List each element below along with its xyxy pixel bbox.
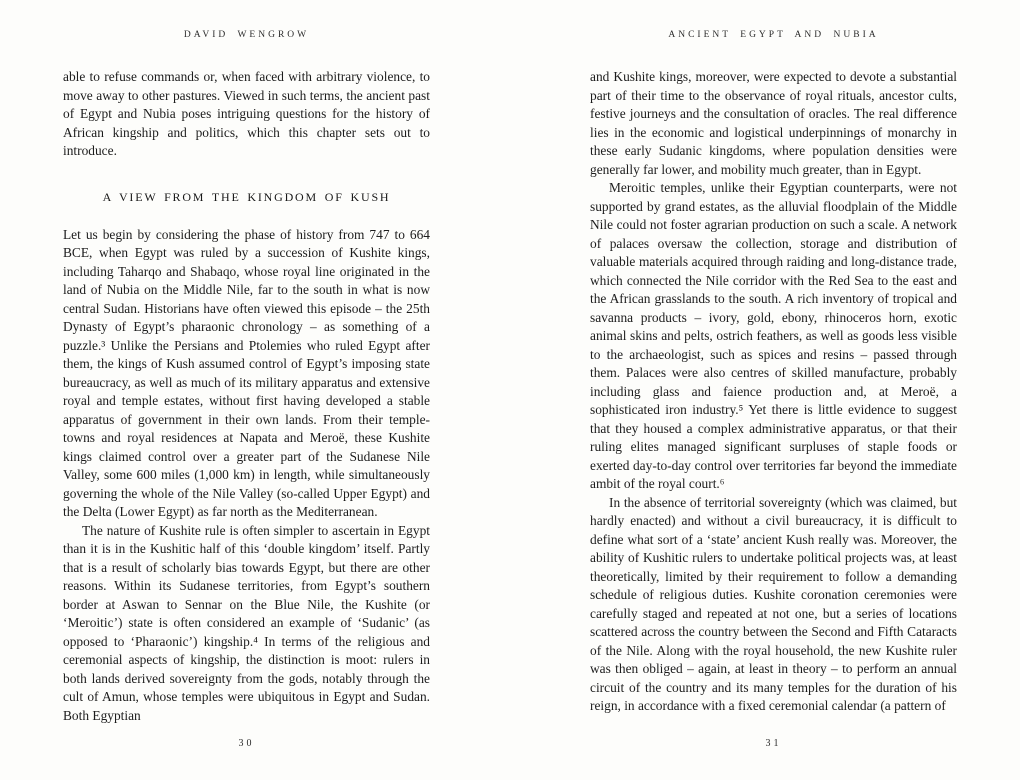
paragraph: Let us begin by considering the phase of history from 747 to 664 BCE, when Egypt was ruled by a succession of Kushite kings, including Taharqo and Shabaqo, whose royal line originated in the land of Nubia on the Middle Nile, far to the south in what is now central Sudan. Historians have often viewed this episode – the 25th Dynasty of Egypt’s pharaonic chronology – as something of a puzzle.³ Unlike the Persians and Ptolemies who ruled Egypt after them, the kings of Kush assumed control of Egypt’s imposing state bureaucracy, as well as much of its military apparatus and extensive royal and temple estates, without first having developed a stable apparatus of government in their own lands. From their temple-towns and royal residences at Napata and Meroë, these Kushite kings claimed control over a greater part of the Sudanese Nile Valley, some 600 miles (1,000 km) in length, while simultaneously governing the whole of the Nile Valley (so-called Upper Egypt) and the Delta (Lower Egypt) as far north as the Mediterranean.: [63, 226, 430, 519]
paragraph: The nature of Kushite rule is often simpler to ascertain in Egypt than it is in the Kushitic half of this ‘double kingdom’ itself. Partly that is a result of scholarly bias towards Egypt, but there are other reasons. Within its Sudanese territories, from Egypt’s southern border at Aswan to Sennar on the Blue Nile, the Kushite (or ‘Meroitic’) state is often considered an example of ‘Sudanic’ (as opposed to ‘Pharaonic’) kingship.⁴ In terms of the religious and ceremonial aspects of kingship, the distinction is moot: rulers in both lands derived sovereignty from the gods, notably through the cult of Amun, whose temples were ubiquitous in Egypt and Sudan. Both Egyptian: [63, 522, 430, 723]
paragraph: Meroitic temples, unlike their Egyptian counterparts, were not supported by grand estates, as the alluvial floodplain of the Middle Nile could not foster agrarian production on such a scale. A network of palaces oversaw the collection, storage and distribution of valuable materials acquired through raiding and long-distance trade, which connected the Nile corridor with the Red Sea to the east and the African grasslands to the south. A rich inventory of tropical and savanna products – ivory, gold, ebony, rhinoceros horn, exotic animal skins and pelts, ostrich feathers, as well as goods less visible to the archaeologist, such as spices and resins – passed through them. Palaces were also centres of skilled manufacture, probably including glass and faience production and, at Meroë, a sophisticated iron industry.⁵ Yet there is little evidence to suggest that they housed a complex administrative apparatus, or that their ruling elites managed significant surpluses of staple foods or exerted day-to-day control over territories far beyond the immediate ambit of the royal court.⁶: [590, 180, 957, 491]
left-page-text-block: [63, 30, 430, 725]
right-page: [510, 0, 1020, 780]
running-header-title: ANCIENT EGYPT AND NUBIA: [668, 30, 879, 40]
running-header-author: DAVID WENGROW: [183, 30, 310, 40]
paragraph-continuation: and Kushite kings, moreover, were expected to devote a substantial part of their time to the observance of royal rituals, ancestor cults, festive journeys and the consultation of oracles. The real difference lies in the economic and logistical underpinnings of monarchy in these early Sudanic kingdoms, where population densities were generally far lower, and mobility much greater, than in Egypt.: [590, 69, 957, 177]
section-heading: A VIEW FROM THE KINGDOM OF KUSH: [102, 189, 391, 204]
paragraph: In the absence of territorial sovereignty (which was claimed, but hardly enacted) and without a civil bureaucracy, it is difficult to define what sort of a ‘state’ ancient Kush really was. Moreover, the ability of Kushitic rulers to undertake political projects was, at least theoretically, limited by their requirement to follow a demanding schedule of religious duties. Kushite coronation ceremonies were carefully staged and repeated at not one, but a series of locations scattered across the country between the Second and Fifth Cataracts of the Nile. Along with the royal household, the new Kushite ruler was then obliged – again, at least in theory – to perform an annual circuit of the country and its many temples for the duration of his reign, in accordance with a fixed ceremonial calendar (a pattern of: [590, 494, 957, 713]
page-number-left: 30: [238, 738, 255, 749]
right-page-text-block: [590, 30, 957, 716]
page-number-right: 31: [765, 738, 782, 749]
paragraph-continuation: able to refuse commands or, when faced with arbitrary violence, to move away to other pastures. Viewed in such terms, the ancient past of Egypt and Nubia poses intriguing questions for the history of African kingship and politics, which this chapter sets out to introduce.: [63, 69, 430, 158]
